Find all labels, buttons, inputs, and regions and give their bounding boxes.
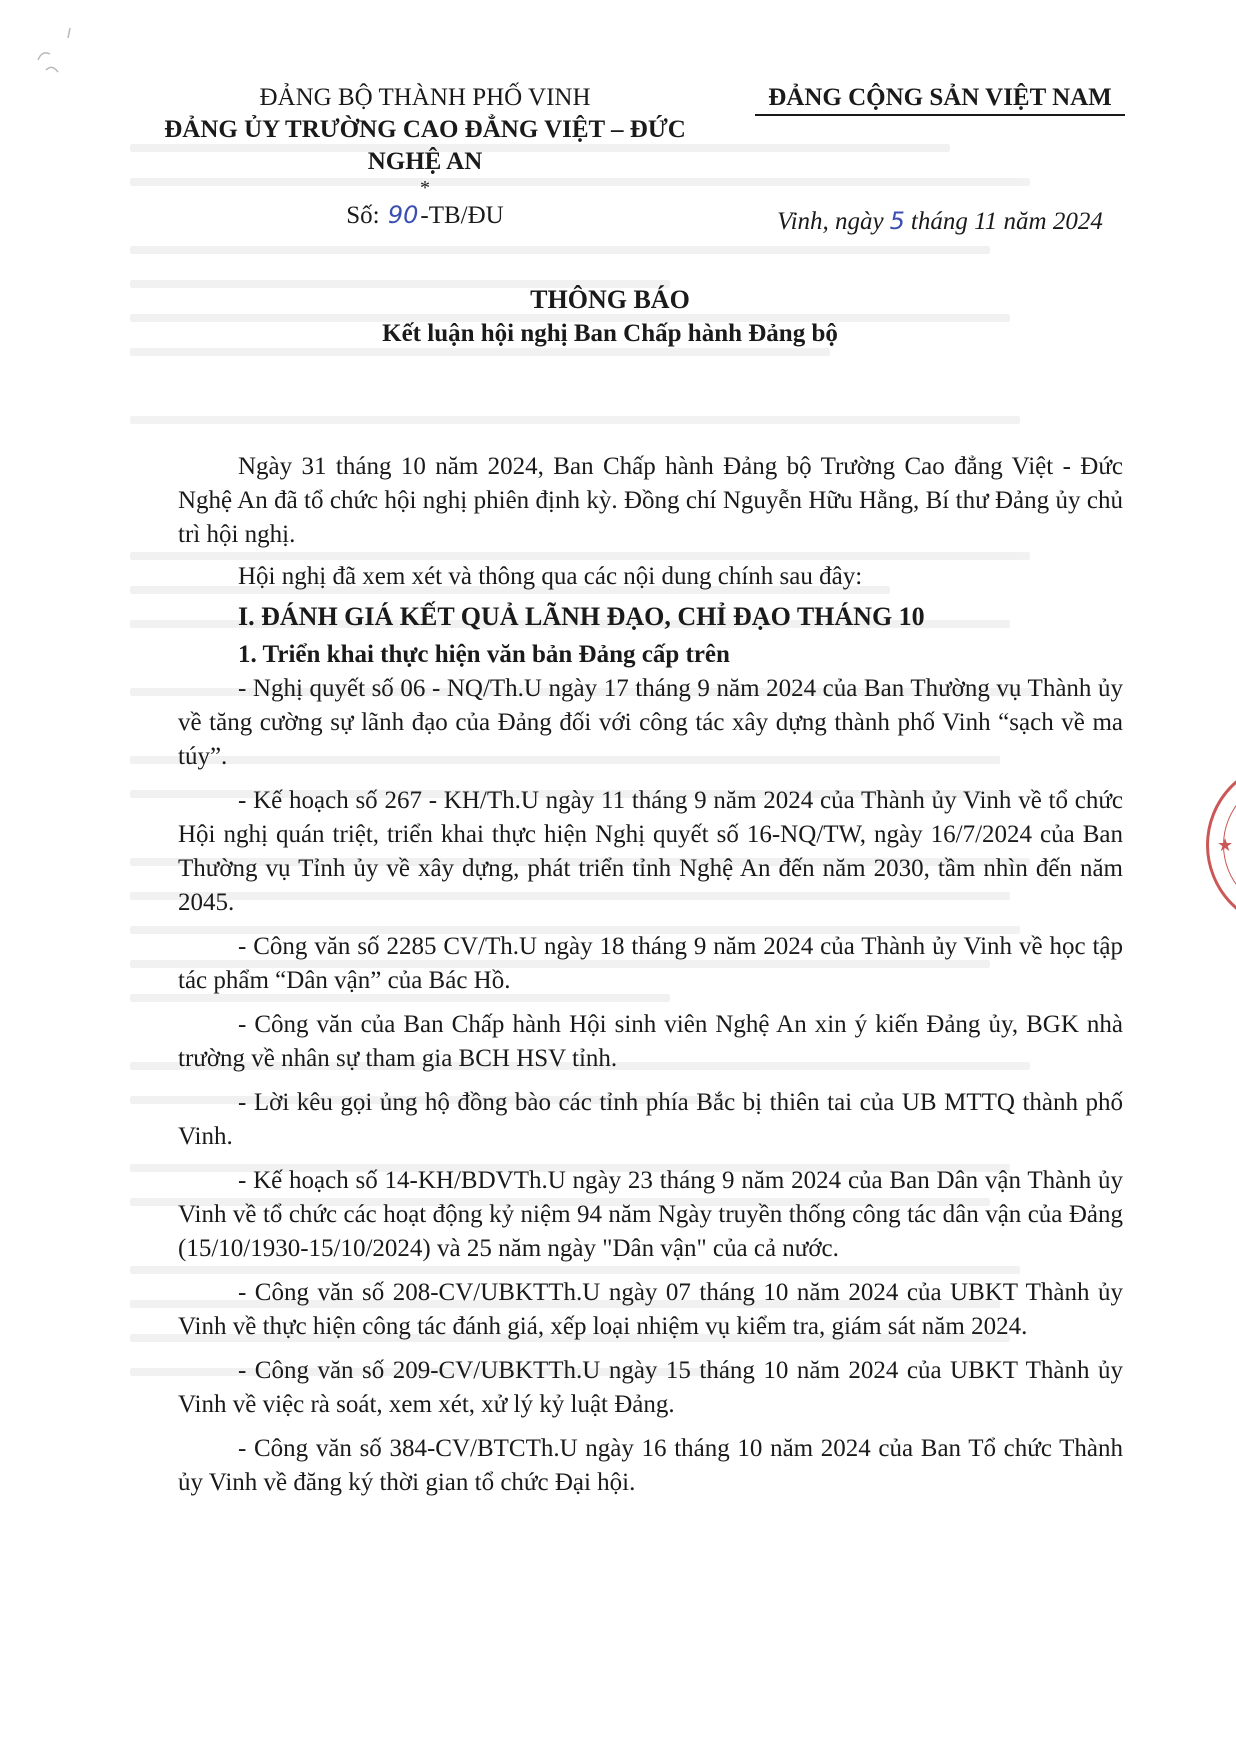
document-number	[120, 200, 730, 231]
list-item: - Nghị quyết số 06 - NQ/Th.U ngày 17 tháng 9 năm 2024 của Ban Thường vụ Thành ủy về tăng cường sự lãnh đạo của Đảng đối với công tác xây dựng thành phố Vinh “sạch về ma túy”.	[178, 675, 1123, 770]
seal-star-icon: ★	[1217, 835, 1234, 856]
document-subtitle: Kết luận hội nghị Ban Chấp hành Đảng bộ	[382, 320, 838, 347]
list-item: - Công văn của Ban Chấp hành Hội sinh viên Nghệ An xin ý kiến Đảng ủy, BGK nhà trường về nhân sự tham gia BCH HSV tỉnh.	[178, 1011, 1123, 1072]
list-item: - Lời kêu gọi ủng hộ đồng bào các tỉnh phía Bắc bị thiên tai của UB MTTQ thành phố Vinh.	[178, 1089, 1123, 1150]
list-item: - Công văn số 208-CV/UBKTTh.U ngày 07 tháng 10 năm 2024 của UBKT Thành ủy Vinh về thực hiện công tác đánh giá, xếp loại nhiệm vụ kiểm tra, giám sát năm 2024.	[178, 1279, 1123, 1340]
official-seal	[1206, 760, 1236, 930]
issue-date	[700, 206, 1180, 237]
document-body	[178, 450, 1123, 1500]
date-prefix: Vinh, ngày	[777, 208, 884, 235]
document-number-prefix: Số:	[346, 202, 386, 229]
issuing-organization-block	[120, 82, 730, 231]
scan-artifact-mark	[28, 20, 88, 90]
date-suffix: tháng 11 năm 2024	[910, 208, 1103, 235]
org-line-3: NGHỆ AN	[367, 148, 483, 175]
list-item: - Công văn số 2285 CV/Th.U ngày 18 tháng 9 năm 2024 của Thành ủy Vinh về học tập tác phẩm “Dân vận” của Bác Hồ.	[178, 933, 1123, 994]
intro-paragraph-2: Hội nghị đã xem xét và thông qua các nội dung chính sau đây:	[238, 563, 863, 590]
org-star: *	[420, 177, 430, 199]
subsection-heading-1: 1. Triển khai thực hiện văn bản Đảng cấp trên	[238, 641, 730, 668]
party-name: ĐẢNG CỘNG SẢN VIỆT NAM	[768, 84, 1112, 111]
date-day-handwritten: 5	[889, 207, 905, 235]
list-item: - Kế hoạch số 14-KH/BDVTh.U ngày 23 tháng 9 năm 2024 của Ban Dân vận Thành ủy Vinh về tổ chức các hoạt động kỷ niệm 94 năm Ngày truyền thống công tác dân vận của Đảng (15/10/1930-15/10/2024) và 25 năm ngày "Dân vận" của cả nước.	[178, 1167, 1123, 1262]
party-name-block	[740, 82, 1140, 116]
list-item: - Công văn số 209-CV/UBKTTh.U ngày 15 tháng 10 năm 2024 của UBKT Thành ủy Vinh về việc rà soát, xem xét, xử lý kỷ luật Đảng.	[178, 1357, 1123, 1418]
document-number-suffix: -TB/ĐU	[420, 202, 504, 229]
section-heading-1: I. ĐÁNH GIÁ KẾT QUẢ LÃNH ĐẠO, CHỈ ĐẠO THÁNG 10	[238, 602, 925, 631]
document-title: THÔNG BÁO	[530, 285, 690, 314]
list-item: - Kế hoạch số 267 - KH/Th.U ngày 11 tháng 9 năm 2024 của Thành ủy Vinh về tổ chức Hội nghị quán triệt, triển khai thực hiện Nghị quyết số 16-NQ/TW, ngày 16/7/2024 của Ban Thường vụ Tỉnh ủy về xây dựng, phát triển tỉnh Nghệ An đến năm 2030, tầm nhìn đến năm 2045.	[178, 787, 1123, 916]
list-item: - Công văn số 384-CV/BTCTh.U ngày 16 tháng 10 năm 2024 của Ban Tổ chức Thành ủy Vinh về đăng ký thời gian tổ chức Đại hội.	[178, 1435, 1123, 1496]
intro-paragraph-1: Ngày 31 tháng 10 năm 2024, Ban Chấp hành Đảng bộ Trường Cao đẳng Việt - Đức Nghệ An đã tổ chức hội nghị phiên định kỳ. Đồng chí Nguyễn Hữu Hằng, Bí thư Đảng ủy chủ trì hội nghị.	[178, 453, 1123, 548]
document-number-handwritten: 90	[387, 201, 419, 229]
org-line-1: ĐẢNG BỘ THÀNH PHỐ VINH	[259, 84, 591, 111]
org-line-2: ĐẢNG ỦY TRƯỜNG CAO ĐẲNG VIỆT – ĐỨC	[164, 116, 686, 143]
party-name-underline	[755, 114, 1125, 116]
